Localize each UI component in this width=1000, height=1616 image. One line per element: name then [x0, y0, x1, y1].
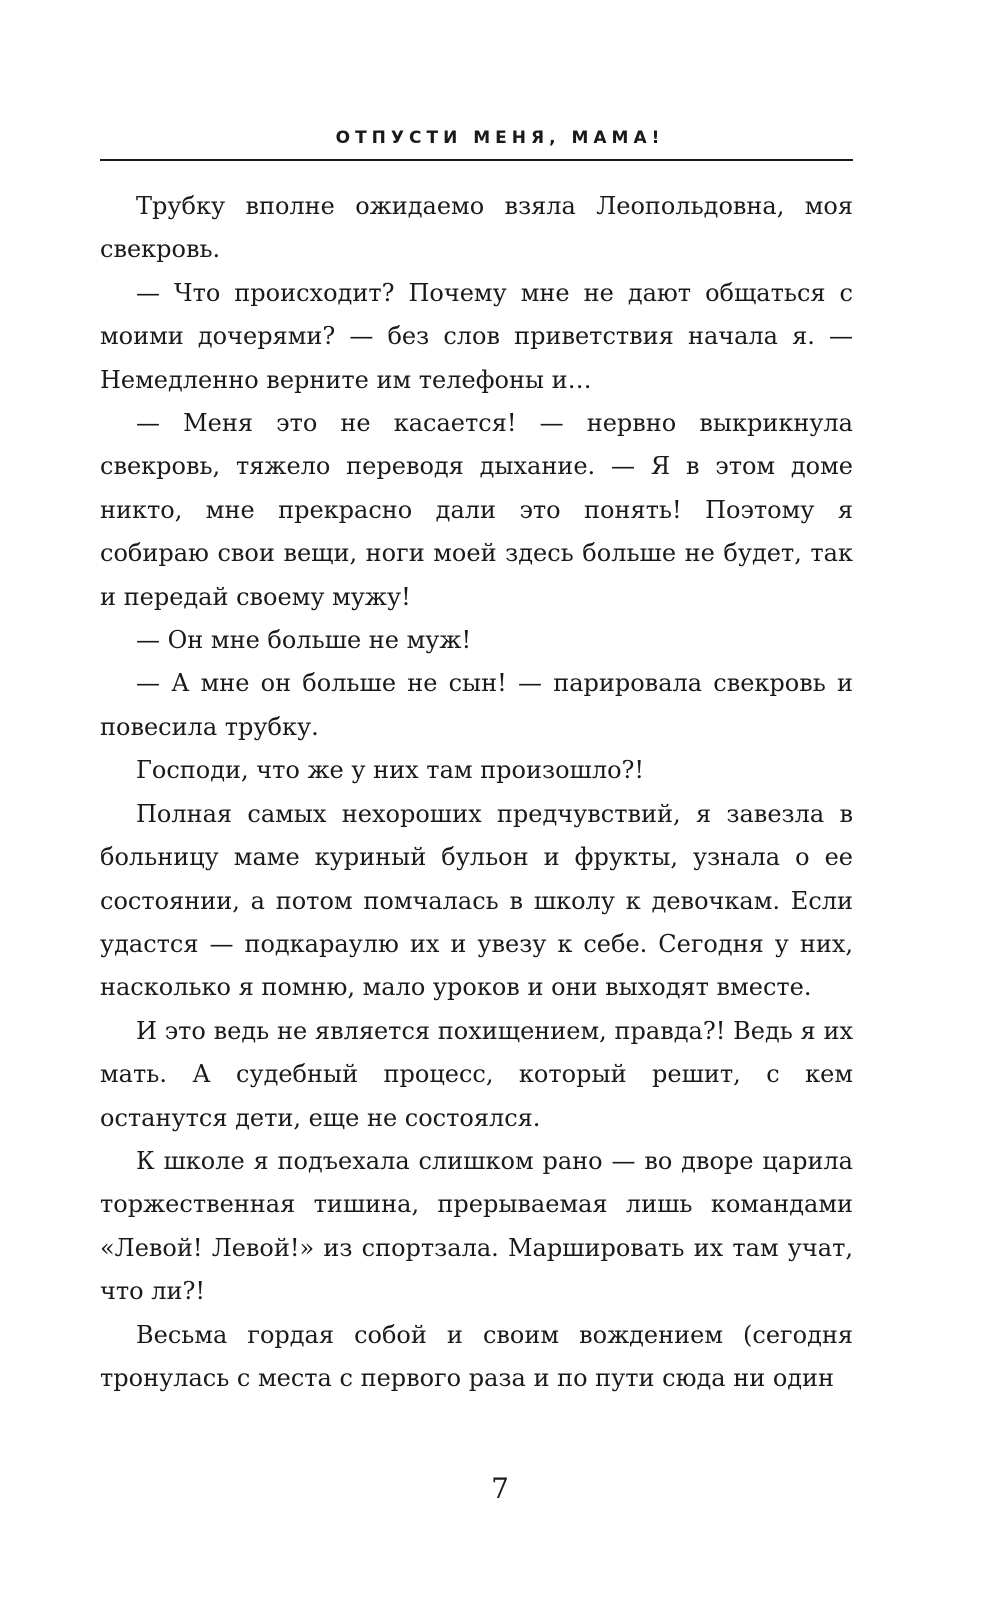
- page-body: [100, 185, 853, 1400]
- paragraph: Трубку вполне ожидаемо взяла Леопольдовна, моя свекровь.: [100, 192, 853, 264]
- running-header-title: ОТПУСТИ МЕНЯ, МАМА!: [335, 128, 665, 148]
- header-divider: [100, 159, 853, 161]
- paragraph: — Он мне больше не муж!: [136, 626, 472, 655]
- paragraph: — Что происходит? Почему мне не дают общаться с моими дочерями? — без слов приветствия начала я. — Немедленно верните им телефоны и…: [100, 278, 853, 394]
- paragraph: И это ведь не является похищением, правда?! Ведь я их мать. А судебный процесс, который решит, с кем останутся дети, еще не состоялся.: [100, 1016, 853, 1132]
- paragraph: К школе я подъехала слишком рано — во дворе царила торжественная тишина, прерываемая лишь командами «Левой! Левой!» из спортзала. Маршировать их там учат, что ли?!: [100, 1146, 853, 1306]
- page-number: 7: [491, 1472, 509, 1505]
- paragraph: Господи, что же у них там произошло?!: [136, 756, 645, 785]
- paragraph: — А мне он больше не сын! — парировала свекровь и повесила трубку.: [100, 669, 853, 741]
- paragraph: — Меня это не касается! — нервно выкрикнула свекровь, тяжело переводя дыхание. — Я в этом доме никто, мне прекрасно дали это понять! Поэтому я собираю свои вещи, ноги моей здесь больше не будет, так и передай своему мужу!: [100, 409, 853, 611]
- paragraph: Весьма гордая собой и своим вождением (сегодня тронулась с места с первого раза и по пути сюда ни один: [100, 1320, 853, 1392]
- paragraph: Полная самых нехороших предчувствий, я завезла в больницу маме куриный бульон и фрукты, узнала о ее состоянии, а потом помчалась в школу к девочкам. Если удастся — подкараулю их и увезу к себе. Сегодня у них, насколько я помню, мало уроков и они выходят вместе.: [100, 799, 853, 1002]
